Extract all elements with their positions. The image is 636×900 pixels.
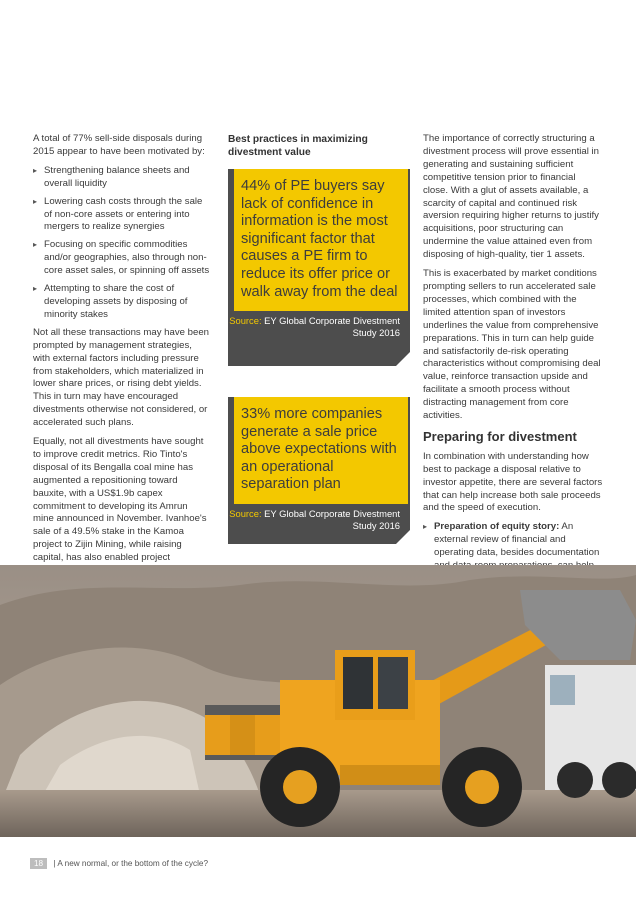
bullet-title: Preparation of equity story: (434, 521, 560, 533)
middle-column (228, 133, 410, 165)
right-column (423, 133, 603, 591)
section-heading: Preparing for divestment (423, 428, 577, 444)
paragraph: This is exacerbated by market conditions prompting sellers to run accelerated sale processes, which combined with the limited attention span of investors underlines the value from comprehensive preparations. This in turn can help guide and satisfactorily de-risk operating characteristics without compromising deal value, reinforce transaction upside and facilitate a smooth process without distracting management from core activities. (423, 268, 601, 422)
quarry-loader-photo (0, 565, 636, 837)
motivation-list (33, 165, 211, 322)
list-item: ▸ Focusing on specific commodities and/or geographies, also through non-core asset sales, or spinning off assets (33, 239, 211, 278)
source-text: EY Global Corporate Divestment Study 2016 (264, 507, 400, 531)
bullet-text: An external review of financial and operating data, besides documentation (434, 521, 600, 559)
paragraph: The importance of correctly structuring a divestment process will prove essential in generating and sustaining sufficient competitive tension prior to financial close. With a glut of assets available, a scarcity of capital and continued risk aversion requiring higher returns to justify acquisitions, poor structuring can undermine the value attained even from disposing of high-quality, tier 1 assets. (423, 133, 599, 261)
quote-source (228, 311, 410, 339)
intro-text: A total of 77% sell-side disposals during 2015 appear to have been motivated by: (33, 133, 205, 157)
quote-text: 33% more companies generate a sale price above expectations with an operational separation plan (234, 397, 408, 504)
page-number: 18 (30, 858, 47, 869)
list-item: ▸ Strengthening balance sheets and overall liquidity (33, 165, 211, 191)
quote-source (228, 504, 410, 532)
list-item: ▸ Attempting to share the cost of developing assets by disposing of minority stakes (33, 283, 211, 322)
source-label: Source: (229, 315, 262, 327)
source-text: EY Global Corporate Divestment Study 2016 (264, 315, 400, 339)
source-label: Source: (229, 507, 262, 519)
left-column (33, 133, 211, 597)
paragraph: Not all these transactions may have been prompted by management strategies, with external factors including pressure from stakeholders, which materialized in lower share prices, or rising debt yields. This in turn may have encouraged divestments otherwise not considered, or accelerated such plans. (33, 326, 209, 429)
quote-box-1 (228, 169, 410, 366)
best-practices-heading: Best practices in maximizing divestment value (228, 134, 368, 158)
list-item: ▸ Lowering cash costs through the sale of non-core assets or entering into mergers to realize synergies (33, 196, 211, 235)
quote-box-2 (228, 397, 410, 544)
paragraph: In combination with understanding how best to package a disposal relative to investor appetite, there are several factors that can help increase both sale proceeds and the speed of execution. (423, 450, 603, 514)
paragraph: Equally, not all divestments have sought to improve credit metrics. Rio Tinto's disposal of its Bengalla coal mine has augmented a repositioning toward bauxite, with a US$1.9b capex commitment to developing its Amrun mine announced in November. Ivanhoe's sale of a 49.5% stake in the Kamoa project to Zijin Mining, while raising capital, has also enabled project (33, 436, 207, 564)
quote-text: 44% of PE buyers say lack of confidence in information is the most significant factor that causes a PE firm to reduce its offer price or walk away from the deal (234, 169, 408, 311)
footer-title: A new normal, or the bottom of the cycle? (57, 859, 208, 868)
footer-separator: | (53, 859, 56, 868)
page-footer (30, 858, 208, 869)
